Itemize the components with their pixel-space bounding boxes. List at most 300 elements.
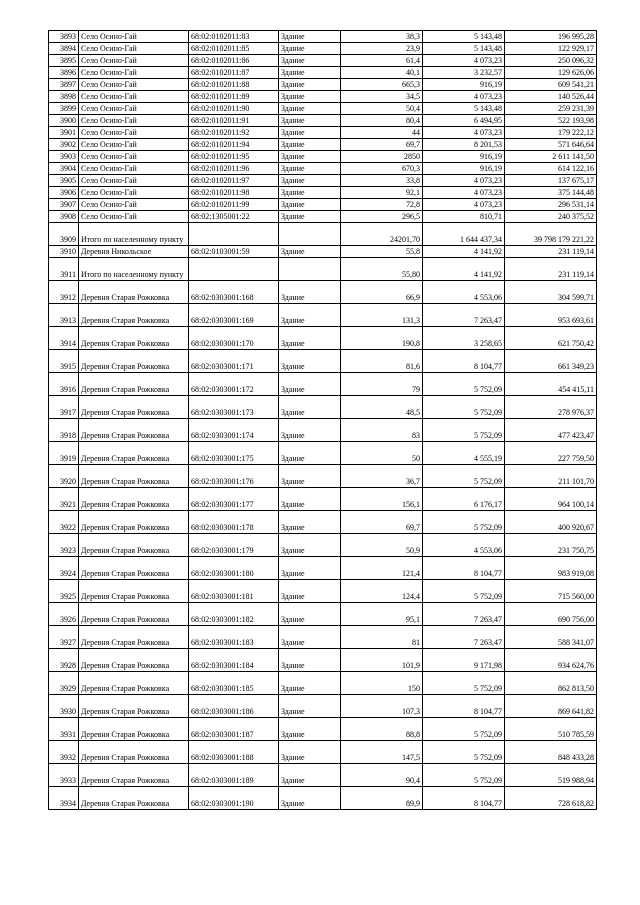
cadastral-number-cell: 68:02:0102011:98 [189, 187, 279, 199]
area-cell: 147,5 [341, 741, 423, 764]
unit-value-cell: 916,19 [423, 151, 505, 163]
unit-value-cell: 4 553,06 [423, 534, 505, 557]
cadastral-number-cell: 68:02:0303001:168 [189, 281, 279, 304]
row-number-cell: 3896 [49, 67, 79, 79]
cadastral-value-cell: 259 231,39 [505, 103, 597, 115]
cadastral-value-cell: 934 624,76 [505, 649, 597, 672]
object-type-cell: Здание [279, 246, 341, 258]
cadastral-value-cell: 621 750,42 [505, 327, 597, 350]
object-type-cell: Здание [279, 649, 341, 672]
object-type-cell: Здание [279, 534, 341, 557]
object-type-cell: Здание [279, 695, 341, 718]
settlement-cell: Деревня Старая Рожковка [79, 442, 189, 465]
unit-value-cell: 4 073,23 [423, 55, 505, 67]
cadastral-value-cell: 848 433,28 [505, 741, 597, 764]
area-cell: 90,4 [341, 764, 423, 787]
cadastral-value-cell: 179 222,12 [505, 127, 597, 139]
object-type-cell: Здание [279, 350, 341, 373]
unit-value-cell: 5 752,09 [423, 373, 505, 396]
unit-value-cell: 7 263,47 [423, 304, 505, 327]
settlement-cell: Деревня Старая Рожковка [79, 511, 189, 534]
row-number-cell: 3917 [49, 396, 79, 419]
row-number-cell: 3927 [49, 626, 79, 649]
row-number-cell: 3913 [49, 304, 79, 327]
unit-value-cell: 4 073,23 [423, 199, 505, 211]
cadastral-number-cell: 68:02:0102011:97 [189, 175, 279, 187]
row-number-cell: 3911 [49, 258, 79, 281]
unit-value-cell: 5 143,48 [423, 103, 505, 115]
table-row [49, 442, 597, 465]
cadastral-number-cell: 68:02:0303001:171 [189, 350, 279, 373]
settlement-cell: Деревня Старая Рожковка [79, 626, 189, 649]
object-type-cell [279, 258, 341, 281]
area-cell: 156,1 [341, 488, 423, 511]
object-type-cell: Здание [279, 511, 341, 534]
area-cell: 48,5 [341, 396, 423, 419]
row-number-cell: 3902 [49, 139, 79, 151]
area-cell: 79 [341, 373, 423, 396]
area-cell: 40,1 [341, 67, 423, 79]
cadastral-value-cell: 519 988,94 [505, 764, 597, 787]
row-number-cell: 3906 [49, 187, 79, 199]
settlement-cell: Деревня Старая Рожковка [79, 580, 189, 603]
area-cell: 38,3 [341, 31, 423, 43]
table-row [49, 281, 597, 304]
cadastral-number-cell: 68:02:0102011:90 [189, 103, 279, 115]
object-type-cell [279, 223, 341, 246]
object-type-cell: Здание [279, 787, 341, 810]
cadastral-number-cell: 68:02:0102011:95 [189, 151, 279, 163]
cadastral-number-cell: 68:02:0103001:59 [189, 246, 279, 258]
cadastral-number-cell: 68:02:0102011:91 [189, 115, 279, 127]
row-number-cell: 3934 [49, 787, 79, 810]
cadastral-value-cell: 140 526,44 [505, 91, 597, 103]
area-cell: 131,3 [341, 304, 423, 327]
table-row [49, 67, 597, 79]
object-type-cell: Здание [279, 327, 341, 350]
cadastral-number-cell: 68:02:0102011:96 [189, 163, 279, 175]
row-number-cell: 3920 [49, 465, 79, 488]
cadastral-value-cell: 231 750,75 [505, 534, 597, 557]
settlement-cell: Деревня Старая Рожковка [79, 695, 189, 718]
settlement-cell: Село Осино-Гай [79, 43, 189, 55]
cadastral-number-cell: 68:02:0303001:175 [189, 442, 279, 465]
table-row [49, 603, 597, 626]
settlement-cell: Деревня Старая Рожковка [79, 373, 189, 396]
cadastral-value-cell: 510 785,59 [505, 718, 597, 741]
row-number-cell: 3914 [49, 327, 79, 350]
cadastral-value-cell: 129 626,06 [505, 67, 597, 79]
area-cell: 23,9 [341, 43, 423, 55]
table-body [49, 31, 597, 810]
cadastral-number-cell: 68:02:0303001:189 [189, 764, 279, 787]
cadastral-value-cell: 715 560,00 [505, 580, 597, 603]
settlement-cell: Деревня Старая Рожковка [79, 649, 189, 672]
cadastral-number-cell: 68:02:0303001:183 [189, 626, 279, 649]
object-type-cell: Здание [279, 741, 341, 764]
row-number-cell: 3915 [49, 350, 79, 373]
area-cell: 34,5 [341, 91, 423, 103]
row-number-cell: 3916 [49, 373, 79, 396]
cadastral-number-cell: 68:02:0102011:83 [189, 31, 279, 43]
area-cell: 50,9 [341, 534, 423, 557]
cadastral-value-cell: 614 122,16 [505, 163, 597, 175]
unit-value-cell: 8 104,77 [423, 350, 505, 373]
cadastral-value-cell: 2 611 141,50 [505, 151, 597, 163]
unit-value-cell: 4 555,19 [423, 442, 505, 465]
settlement-cell: Село Осино-Гай [79, 31, 189, 43]
unit-value-cell: 5 143,48 [423, 31, 505, 43]
area-cell: 55,80 [341, 258, 423, 281]
cadastral-value-cell: 304 599,71 [505, 281, 597, 304]
unit-value-cell: 4 141,92 [423, 246, 505, 258]
table-row [49, 151, 597, 163]
area-cell: 296,5 [341, 211, 423, 223]
cadastral-value-cell: 609 541,21 [505, 79, 597, 91]
cadastral-value-cell: 250 096,32 [505, 55, 597, 67]
area-cell: 33,8 [341, 175, 423, 187]
row-number-cell: 3922 [49, 511, 79, 534]
table-row [49, 79, 597, 91]
table-row [49, 580, 597, 603]
row-number-cell: 3895 [49, 55, 79, 67]
settlement-cell: Деревня Старая Рожковка [79, 534, 189, 557]
cadastral-value-cell: 240 375,52 [505, 211, 597, 223]
cadastral-number-cell: 68:02:0303001:178 [189, 511, 279, 534]
row-number-cell: 3929 [49, 672, 79, 695]
area-cell: 124,4 [341, 580, 423, 603]
cadastral-number-cell: 68:02:0303001:173 [189, 396, 279, 419]
unit-value-cell: 5 752,09 [423, 465, 505, 488]
area-cell: 80,4 [341, 115, 423, 127]
table-row [49, 175, 597, 187]
row-number-cell: 3904 [49, 163, 79, 175]
area-cell: 670,3 [341, 163, 423, 175]
table-row [49, 396, 597, 419]
row-number-cell: 3924 [49, 557, 79, 580]
row-number-cell: 3933 [49, 764, 79, 787]
object-type-cell: Здание [279, 55, 341, 67]
table-row [49, 465, 597, 488]
object-type-cell: Здание [279, 304, 341, 327]
unit-value-cell: 6 494,95 [423, 115, 505, 127]
cadastral-value-cell: 477 423,47 [505, 419, 597, 442]
row-number-cell: 3893 [49, 31, 79, 43]
object-type-cell: Здание [279, 603, 341, 626]
cadastral-number-cell: 68:02:0303001:180 [189, 557, 279, 580]
row-number-cell: 3912 [49, 281, 79, 304]
cadastral-value-cell: 39 798 179 221,22 [505, 223, 597, 246]
settlement-cell: Деревня Старая Рожковка [79, 419, 189, 442]
unit-value-cell: 3 232,57 [423, 67, 505, 79]
cadastral-number-cell: 68:02:0102011:87 [189, 67, 279, 79]
cadastral-value-cell: 137 675,17 [505, 175, 597, 187]
unit-value-cell: 4 141,92 [423, 258, 505, 281]
table-row [49, 258, 597, 281]
settlement-cell: Деревня Старая Рожковка [79, 603, 189, 626]
cadastral-value-cell: 231 119,14 [505, 258, 597, 281]
area-cell: 121,4 [341, 557, 423, 580]
cadastral-value-cell: 400 920,67 [505, 511, 597, 534]
unit-value-cell: 4 073,23 [423, 175, 505, 187]
row-number-cell: 3903 [49, 151, 79, 163]
settlement-cell: Село Осино-Гай [79, 211, 189, 223]
document-page [48, 30, 596, 810]
settlement-cell: Деревня Старая Рожковка [79, 488, 189, 511]
row-number-cell: 3894 [49, 43, 79, 55]
table-row [49, 511, 597, 534]
settlement-cell: Село Осино-Гай [79, 151, 189, 163]
unit-value-cell: 8 201,53 [423, 139, 505, 151]
table-row [49, 127, 597, 139]
unit-value-cell: 3 258,65 [423, 327, 505, 350]
table-row [49, 373, 597, 396]
object-type-cell: Здание [279, 764, 341, 787]
settlement-cell: Деревня Старая Рожковка [79, 465, 189, 488]
cadastral-number-cell: 68:02:0303001:170 [189, 327, 279, 350]
unit-value-cell: 4 073,23 [423, 127, 505, 139]
cadastral-number-cell: 68:02:0303001:176 [189, 465, 279, 488]
cadastral-value-cell: 588 341,07 [505, 626, 597, 649]
cadastral-number-cell: 68:02:0303001:187 [189, 718, 279, 741]
table-row [49, 557, 597, 580]
table-row [49, 139, 597, 151]
cadastral-number-cell: 68:02:0102011:92 [189, 127, 279, 139]
settlement-cell: Село Осино-Гай [79, 55, 189, 67]
area-cell: 190,8 [341, 327, 423, 350]
cadastral-value-cell: 231 119,14 [505, 246, 597, 258]
cadastral-number-cell [189, 258, 279, 281]
cadastral-value-cell: 728 618,82 [505, 787, 597, 810]
table-row [49, 327, 597, 350]
unit-value-cell: 8 104,77 [423, 787, 505, 810]
settlement-cell: Село Осино-Гай [79, 67, 189, 79]
row-number-cell: 3926 [49, 603, 79, 626]
object-type-cell: Здание [279, 187, 341, 199]
unit-value-cell: 8 104,77 [423, 695, 505, 718]
object-type-cell: Здание [279, 281, 341, 304]
settlement-cell: Деревня Старая Рожковка [79, 764, 189, 787]
table-row [49, 534, 597, 557]
object-type-cell: Здание [279, 31, 341, 43]
cadastral-value-cell: 211 101,70 [505, 465, 597, 488]
cadastral-value-cell: 122 929,17 [505, 43, 597, 55]
cadastral-number-cell: 68:02:0303001:169 [189, 304, 279, 327]
settlement-cell: Деревня Старая Рожковка [79, 396, 189, 419]
settlement-cell: Итого по населенному пункту [79, 258, 189, 281]
row-number-cell: 3907 [49, 199, 79, 211]
area-cell: 36,7 [341, 465, 423, 488]
settlement-cell: Деревня Старая Рожковка [79, 327, 189, 350]
settlement-cell: Село Осино-Гай [79, 199, 189, 211]
settlement-cell: Деревня Никольское [79, 246, 189, 258]
settlement-cell: Деревня Старая Рожковка [79, 741, 189, 764]
unit-value-cell: 8 104,77 [423, 557, 505, 580]
property-table [48, 30, 597, 810]
object-type-cell: Здание [279, 163, 341, 175]
settlement-cell: Деревня Старая Рожковка [79, 557, 189, 580]
cadastral-number-cell: 68:02:0303001:177 [189, 488, 279, 511]
table-row [49, 350, 597, 373]
unit-value-cell: 5 752,09 [423, 580, 505, 603]
area-cell: 72,8 [341, 199, 423, 211]
area-cell: 81,6 [341, 350, 423, 373]
settlement-cell: Деревня Старая Рожковка [79, 304, 189, 327]
object-type-cell: Здание [279, 103, 341, 115]
row-number-cell: 3925 [49, 580, 79, 603]
table-row [49, 55, 597, 67]
object-type-cell: Здание [279, 199, 341, 211]
unit-value-cell: 810,71 [423, 211, 505, 223]
row-number-cell: 3898 [49, 91, 79, 103]
cadastral-number-cell: 68:02:0303001:186 [189, 695, 279, 718]
settlement-cell: Село Осино-Гай [79, 139, 189, 151]
object-type-cell: Здание [279, 442, 341, 465]
cadastral-value-cell: 522 193,98 [505, 115, 597, 127]
area-cell: 61,4 [341, 55, 423, 67]
area-cell: 89,9 [341, 787, 423, 810]
row-number-cell: 3921 [49, 488, 79, 511]
object-type-cell: Здание [279, 672, 341, 695]
object-type-cell: Здание [279, 718, 341, 741]
settlement-cell: Село Осино-Гай [79, 103, 189, 115]
table-row [49, 211, 597, 223]
area-cell: 69,7 [341, 511, 423, 534]
table-row [49, 91, 597, 103]
cadastral-number-cell: 68:02:0303001:185 [189, 672, 279, 695]
object-type-cell: Здание [279, 139, 341, 151]
unit-value-cell: 4 073,23 [423, 187, 505, 199]
settlement-cell: Деревня Старая Рожковка [79, 787, 189, 810]
row-number-cell: 3923 [49, 534, 79, 557]
row-number-cell: 3931 [49, 718, 79, 741]
unit-value-cell: 5 143,48 [423, 43, 505, 55]
cadastral-number-cell: 68:02:0303001:172 [189, 373, 279, 396]
settlement-cell: Деревня Старая Рожковка [79, 672, 189, 695]
object-type-cell: Здание [279, 175, 341, 187]
area-cell: 81 [341, 626, 423, 649]
table-row [49, 199, 597, 211]
cadastral-value-cell: 375 144,48 [505, 187, 597, 199]
object-type-cell: Здание [279, 67, 341, 79]
area-cell: 101,9 [341, 649, 423, 672]
cadastral-number-cell: 68:02:0303001:181 [189, 580, 279, 603]
settlement-cell: Деревня Старая Рожковка [79, 718, 189, 741]
cadastral-value-cell: 964 100,14 [505, 488, 597, 511]
cadastral-number-cell: 68:02:0303001:182 [189, 603, 279, 626]
cadastral-value-cell: 278 976,37 [505, 396, 597, 419]
row-number-cell: 3932 [49, 741, 79, 764]
unit-value-cell: 5 752,09 [423, 419, 505, 442]
area-cell: 95,1 [341, 603, 423, 626]
unit-value-cell: 9 171,98 [423, 649, 505, 672]
cadastral-number-cell: 68:02:0303001:184 [189, 649, 279, 672]
row-number-cell: 3908 [49, 211, 79, 223]
unit-value-cell: 5 752,09 [423, 764, 505, 787]
cadastral-number-cell: 68:02:0102011:94 [189, 139, 279, 151]
settlement-cell: Село Осино-Гай [79, 115, 189, 127]
cadastral-value-cell: 862 813,50 [505, 672, 597, 695]
unit-value-cell: 7 263,47 [423, 626, 505, 649]
object-type-cell: Здание [279, 557, 341, 580]
object-type-cell: Здание [279, 396, 341, 419]
unit-value-cell: 916,19 [423, 79, 505, 91]
table-row [49, 787, 597, 810]
unit-value-cell: 4 073,23 [423, 91, 505, 103]
unit-value-cell: 5 752,09 [423, 511, 505, 534]
cadastral-number-cell: 68:02:1305001:22 [189, 211, 279, 223]
object-type-cell: Здание [279, 127, 341, 139]
table-row [49, 115, 597, 127]
object-type-cell: Здание [279, 465, 341, 488]
row-number-cell: 3918 [49, 419, 79, 442]
object-type-cell: Здание [279, 211, 341, 223]
settlement-cell: Село Осино-Гай [79, 175, 189, 187]
row-number-cell: 3910 [49, 246, 79, 258]
cadastral-value-cell: 661 349,23 [505, 350, 597, 373]
cadastral-number-cell: 68:02:0303001:190 [189, 787, 279, 810]
area-cell: 44 [341, 127, 423, 139]
unit-value-cell: 5 752,09 [423, 741, 505, 764]
settlement-cell: Село Осино-Гай [79, 91, 189, 103]
object-type-cell: Здание [279, 79, 341, 91]
settlement-cell: Село Осино-Гай [79, 163, 189, 175]
row-number-cell: 3909 [49, 223, 79, 246]
cadastral-number-cell: 68:02:0102011:88 [189, 79, 279, 91]
area-cell: 2850 [341, 151, 423, 163]
settlement-cell: Село Осино-Гай [79, 79, 189, 91]
object-type-cell: Здание [279, 626, 341, 649]
row-number-cell: 3919 [49, 442, 79, 465]
cadastral-value-cell: 953 693,61 [505, 304, 597, 327]
settlement-cell: Село Осино-Гай [79, 187, 189, 199]
area-cell: 92,1 [341, 187, 423, 199]
area-cell: 107,3 [341, 695, 423, 718]
table-row [49, 187, 597, 199]
unit-value-cell: 5 752,09 [423, 718, 505, 741]
cadastral-value-cell: 196 995,28 [505, 31, 597, 43]
table-row [49, 626, 597, 649]
cadastral-number-cell [189, 223, 279, 246]
row-number-cell: 3930 [49, 695, 79, 718]
table-row [49, 31, 597, 43]
area-cell: 55,8 [341, 246, 423, 258]
cadastral-value-cell: 869 641,82 [505, 695, 597, 718]
object-type-cell: Здание [279, 151, 341, 163]
object-type-cell: Здание [279, 43, 341, 55]
object-type-cell: Здание [279, 373, 341, 396]
table-row [49, 695, 597, 718]
cadastral-value-cell: 227 759,50 [505, 442, 597, 465]
unit-value-cell: 7 263,47 [423, 603, 505, 626]
area-cell: 69,7 [341, 139, 423, 151]
row-number-cell: 3901 [49, 127, 79, 139]
table-row [49, 488, 597, 511]
row-number-cell: 3899 [49, 103, 79, 115]
cadastral-number-cell: 68:02:0102011:86 [189, 55, 279, 67]
object-type-cell: Здание [279, 419, 341, 442]
table-row [49, 163, 597, 175]
row-number-cell: 3900 [49, 115, 79, 127]
unit-value-cell: 5 752,09 [423, 672, 505, 695]
unit-value-cell: 4 553,06 [423, 281, 505, 304]
area-cell: 150 [341, 672, 423, 695]
cadastral-number-cell: 68:02:0303001:174 [189, 419, 279, 442]
row-number-cell: 3897 [49, 79, 79, 91]
cadastral-value-cell: 690 756,00 [505, 603, 597, 626]
settlement-cell: Итого по населенному пункту [79, 223, 189, 246]
area-cell: 50 [341, 442, 423, 465]
